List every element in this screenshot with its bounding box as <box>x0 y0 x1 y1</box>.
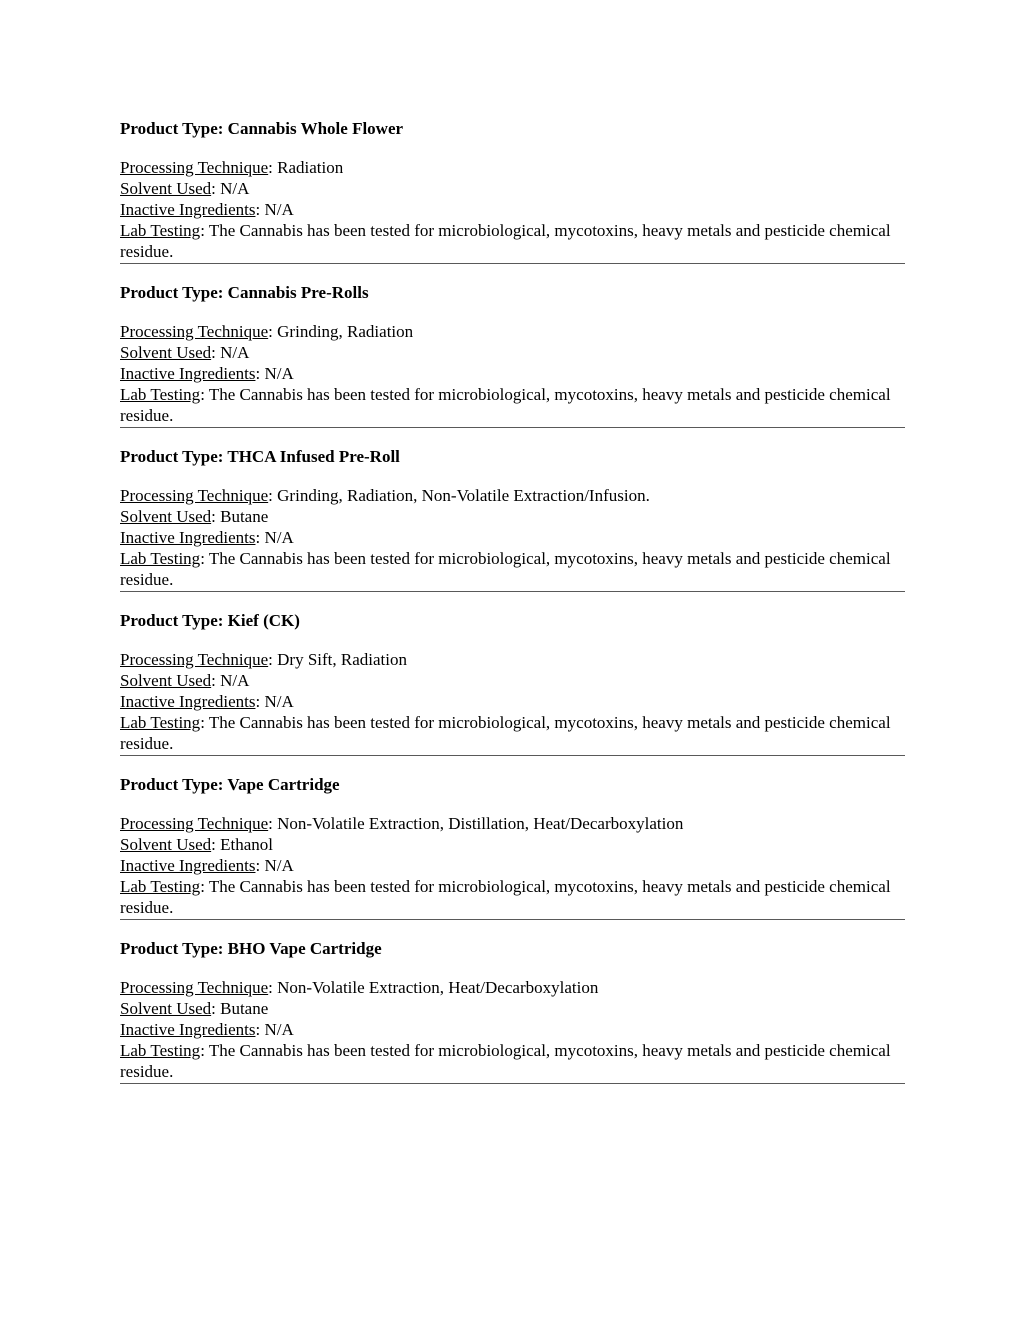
field-value: Dry Sift, Radiation <box>277 650 408 669</box>
section-divider <box>120 427 905 428</box>
field-label: Inactive Ingredients <box>120 364 256 383</box>
field-label: Solvent Used <box>120 835 212 854</box>
field-separator: : <box>255 856 265 875</box>
product-type-heading: Product Type: THCA Infused Pre-Roll <box>120 447 400 466</box>
field-value: Butane <box>220 999 269 1018</box>
product-type-heading: Product Type: Cannabis Whole Flower <box>120 119 404 138</box>
field-label: Lab Testing <box>120 549 201 568</box>
field-separator: : <box>268 486 278 505</box>
field-label: Solvent Used <box>120 343 212 362</box>
field-value: N/A <box>220 671 250 690</box>
field-label: Solvent Used <box>120 999 212 1018</box>
product-fields <box>120 157 905 262</box>
field-label: Solvent Used <box>120 179 212 198</box>
field-value: N/A <box>220 179 250 198</box>
sections-root <box>120 118 905 1084</box>
field-value: N/A <box>220 343 250 362</box>
field-label: Processing Technique <box>120 978 269 997</box>
field-label: Solvent Used <box>120 507 212 526</box>
field-label: Inactive Ingredients <box>120 856 256 875</box>
field-value: N/A <box>264 200 294 219</box>
field-value: The Cannabis has been tested for microbiological, mycotoxins, heavy metals and pesticide chemical residue. <box>120 549 891 589</box>
field-label: Lab Testing <box>120 1041 201 1060</box>
product-type-heading: Product Type: BHO Vape Cartridge <box>120 939 382 958</box>
product-type-heading: Product Type: Cannabis Pre-Rolls <box>120 283 369 302</box>
field-separator: : <box>200 221 209 240</box>
field-label: Inactive Ingredients <box>120 528 256 547</box>
field-value: Ethanol <box>220 835 274 854</box>
field-label: Processing Technique <box>120 158 269 177</box>
field-label: Processing Technique <box>120 486 269 505</box>
field-separator: : <box>200 1041 209 1060</box>
field-value: Grinding, Radiation <box>277 322 414 341</box>
field-label: Lab Testing <box>120 713 201 732</box>
product-type-heading: Product Type: Vape Cartridge <box>120 775 340 794</box>
field-value: The Cannabis has been tested for microbiological, mycotoxins, heavy metals and pesticide chemical residue. <box>120 385 891 425</box>
section-divider <box>120 1083 905 1084</box>
field-separator: : <box>255 364 265 383</box>
field-label: Inactive Ingredients <box>120 200 256 219</box>
product-type-heading: Product Type: Kief (CK) <box>120 611 300 630</box>
field-separator: : <box>211 999 221 1018</box>
field-value: N/A <box>264 692 294 711</box>
field-label: Inactive Ingredients <box>120 692 256 711</box>
product-section <box>120 118 905 264</box>
field-value: Radiation <box>277 158 344 177</box>
field-separator: : <box>268 650 278 669</box>
product-section <box>120 938 905 1084</box>
field-value: The Cannabis has been tested for microbiological, mycotoxins, heavy metals and pesticide chemical residue. <box>120 221 891 261</box>
product-fields <box>120 485 905 590</box>
field-label: Inactive Ingredients <box>120 1020 256 1039</box>
field-separator: : <box>255 692 265 711</box>
field-separator: : <box>255 528 265 547</box>
product-fields <box>120 649 905 754</box>
section-divider <box>120 919 905 920</box>
field-label: Lab Testing <box>120 877 201 896</box>
field-value: Grinding, Radiation, Non-Volatile Extraction/Infusion. <box>277 486 650 505</box>
product-section <box>120 610 905 756</box>
product-section <box>120 446 905 592</box>
field-separator: : <box>200 713 209 732</box>
section-divider <box>120 755 905 756</box>
field-value: The Cannabis has been tested for microbiological, mycotoxins, heavy metals and pesticide chemical residue. <box>120 1041 891 1081</box>
field-label: Solvent Used <box>120 671 212 690</box>
product-section <box>120 774 905 920</box>
field-separator: : <box>211 671 221 690</box>
section-divider <box>120 591 905 592</box>
field-label: Processing Technique <box>120 814 269 833</box>
product-fields <box>120 977 905 1082</box>
product-fields <box>120 321 905 426</box>
field-value: The Cannabis has been tested for microbiological, mycotoxins, heavy metals and pesticide chemical residue. <box>120 713 891 753</box>
product-section <box>120 282 905 428</box>
field-value: Non-Volatile Extraction, Distillation, Heat/Decarboxylation <box>277 814 684 833</box>
field-value: Butane <box>220 507 269 526</box>
field-separator: : <box>211 343 221 362</box>
section-divider <box>120 263 905 264</box>
field-separator: : <box>255 200 265 219</box>
field-separator: : <box>268 158 278 177</box>
field-separator: : <box>268 978 278 997</box>
field-separator: : <box>200 385 209 404</box>
field-value: Non-Volatile Extraction, Heat/Decarboxylation <box>277 978 599 997</box>
field-value: N/A <box>264 528 294 547</box>
field-separator: : <box>211 835 221 854</box>
field-value: N/A <box>264 1020 294 1039</box>
field-separator: : <box>268 322 278 341</box>
field-separator: : <box>200 877 209 896</box>
field-label: Processing Technique <box>120 650 269 669</box>
field-label: Lab Testing <box>120 385 201 404</box>
field-value: N/A <box>264 364 294 383</box>
field-value: The Cannabis has been tested for microbiological, mycotoxins, heavy metals and pesticide chemical residue. <box>120 877 891 917</box>
product-fields <box>120 813 905 918</box>
field-separator: : <box>255 1020 265 1039</box>
field-value: N/A <box>264 856 294 875</box>
field-label: Processing Technique <box>120 322 269 341</box>
field-separator: : <box>268 814 278 833</box>
field-separator: : <box>211 179 221 198</box>
field-label: Lab Testing <box>120 221 201 240</box>
field-separator: : <box>200 549 209 568</box>
field-separator: : <box>211 507 221 526</box>
